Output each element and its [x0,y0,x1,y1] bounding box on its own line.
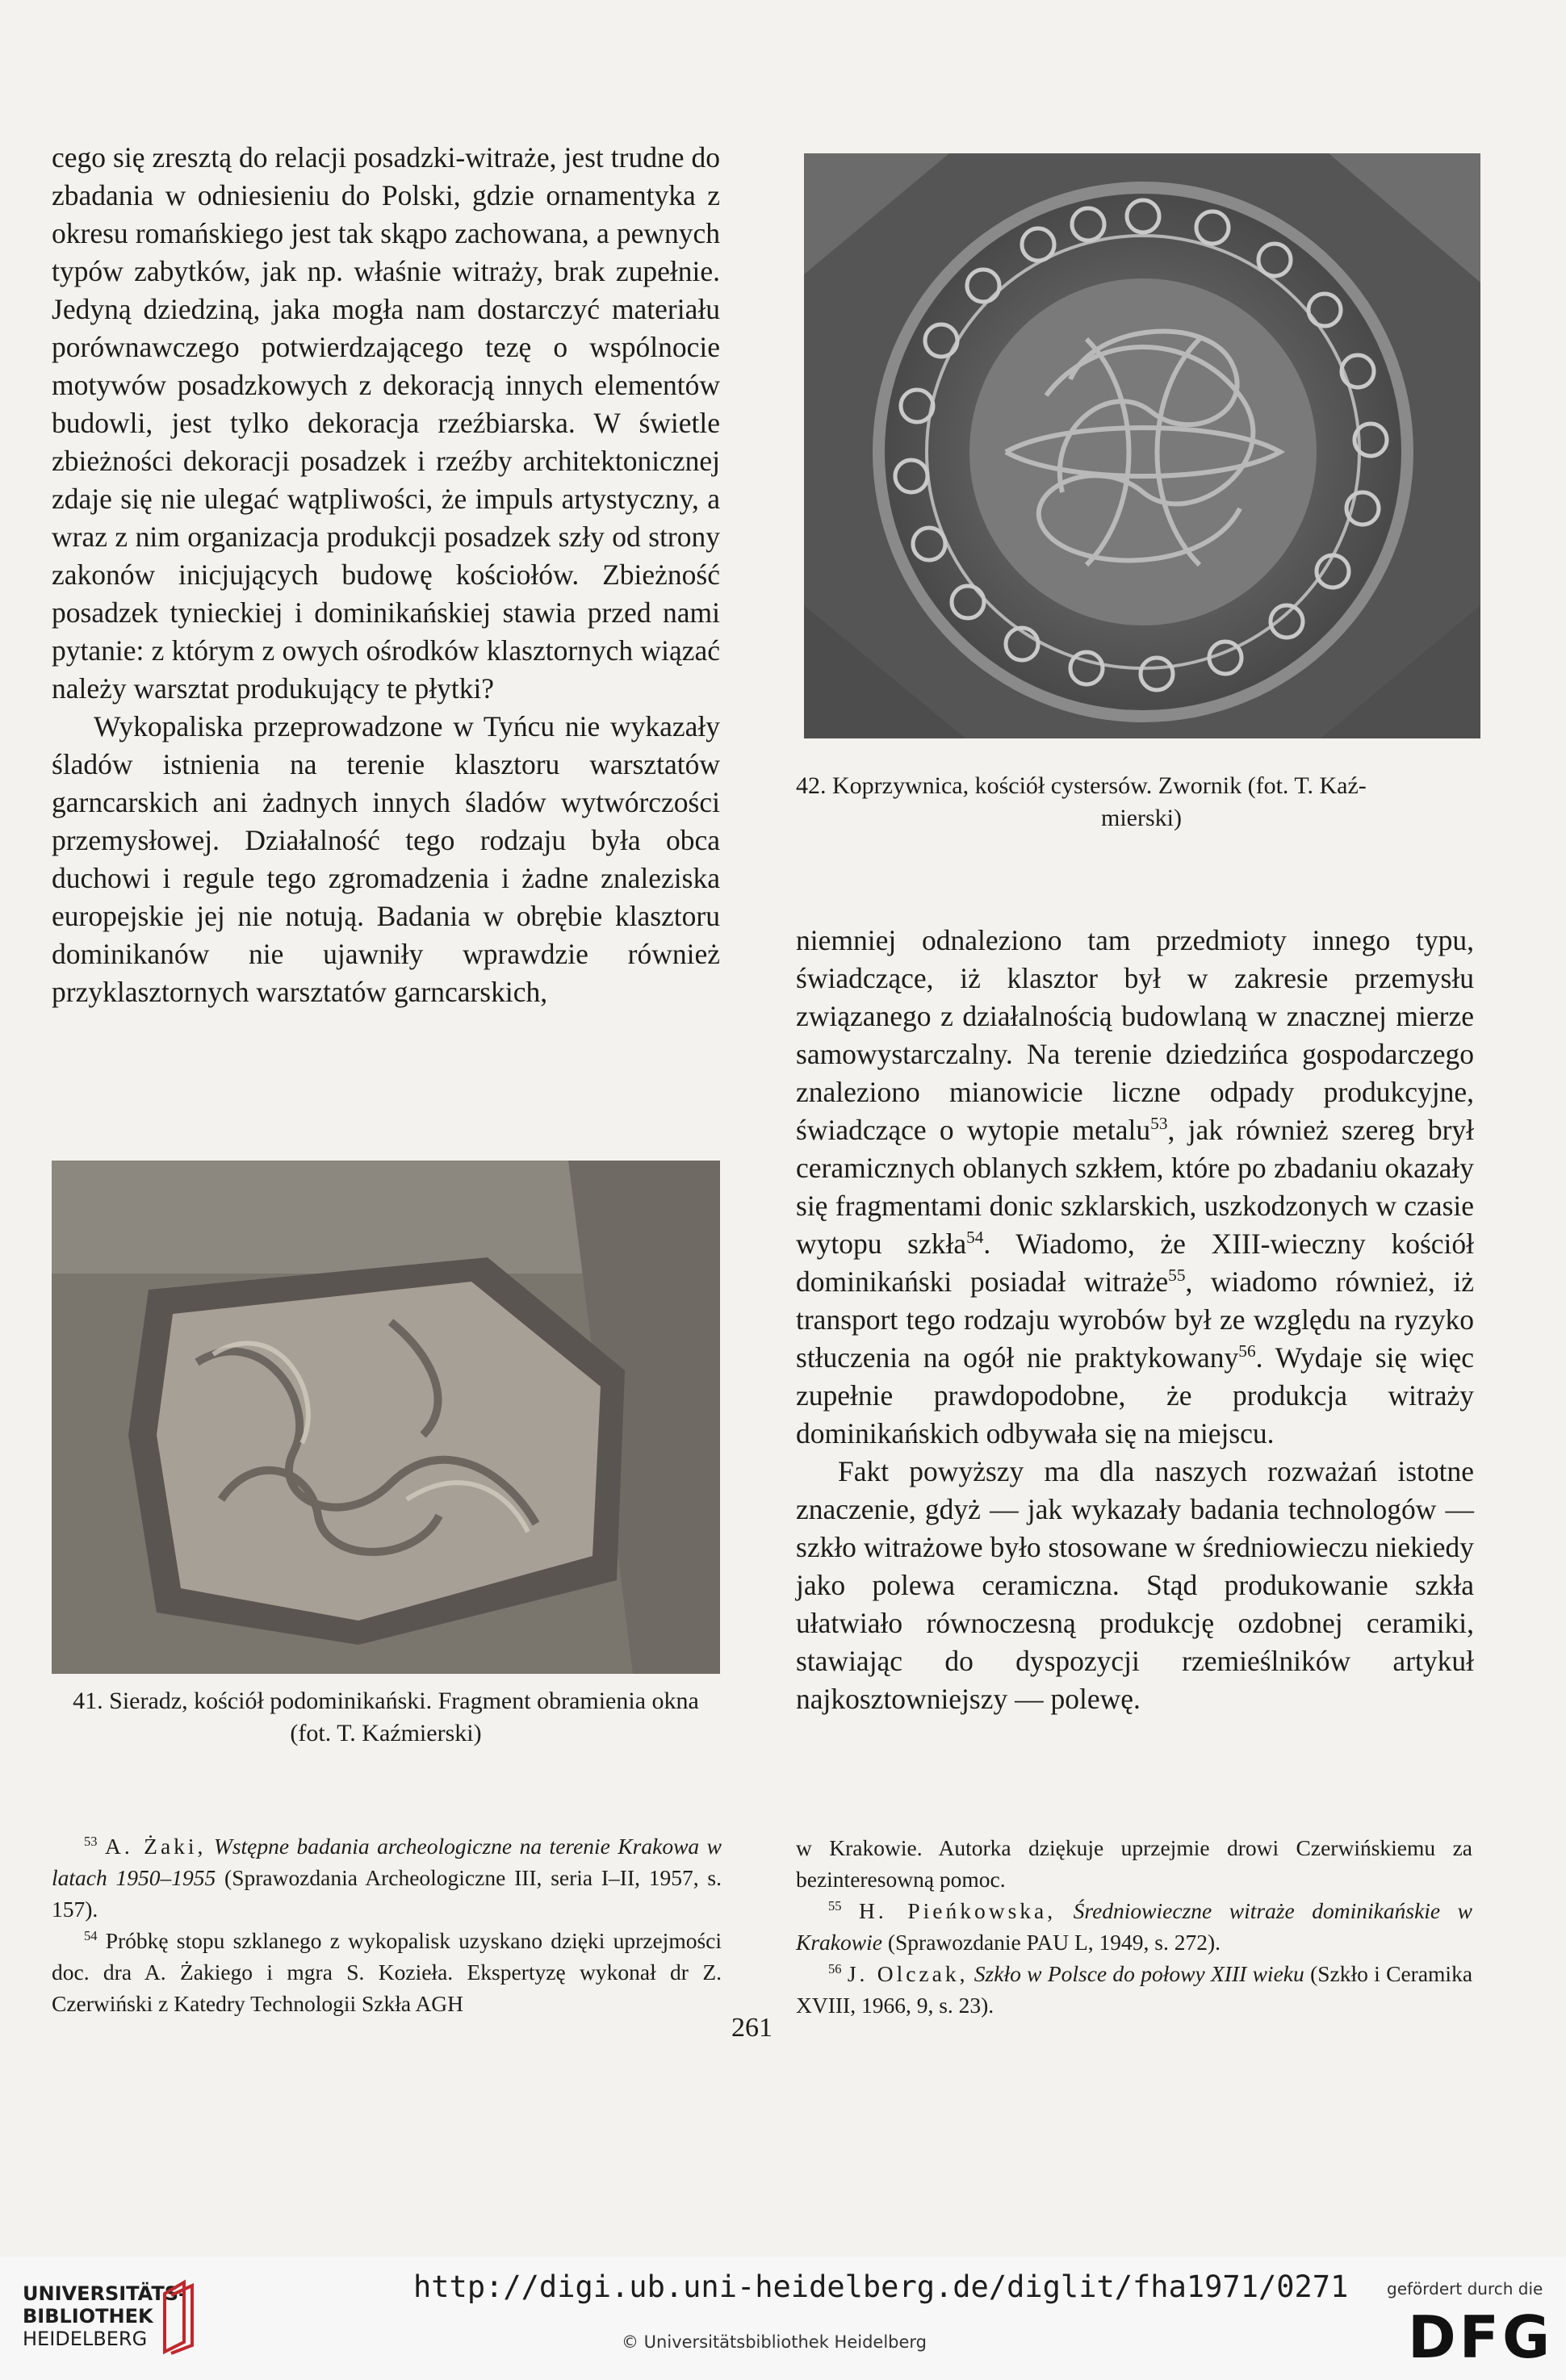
logo-text-line: UNIVERSITÄTS- [23,2282,187,2305]
keystone-photo-illustration [804,153,1480,738]
paragraph: Fakt powyższy ma dla naszych rozważań istotne znaczenie, gdyż — jak wykazały badania technologów — szkło witrażowe było stosowane w średniowieczu niekiedy jako polewa ceramiczna. Stąd produkowanie szkła ułatwiało równoczesną produkcję ozdobnej ceramiki, stawiając do dyspozycji rzemieślników artykuł najkosztowniejszy — polewę. [796,1455,1474,1715]
text-run: niemniej odnaleziono tam przedmioty innego typu, świadczące, iż klasztor był w zakresie przemysłu związanego z działalnością budowlaną w znacznej mierze samowystarczalny. Na terenie dziedzińca gospodarczego znaleziono mianowicie liczne odpady produkcyjne, świadczące o wytopie metalu [796,924,1474,1146]
footnote-54 [52,1925,722,2019]
logo-text-line: HEIDELBERG [23,2328,148,2350]
footnote-number: 54 [84,1927,98,1943]
paragraph [796,922,1474,1453]
footnote-author: A. Żaki, [104,1834,207,1859]
footnote-text: (Sprawozdanie PAU L, 1949, s. 272). [887,1930,1221,1955]
right-text-column [796,922,1474,1718]
footnote-title: Wstępne badania archeologiczne na terenie Krakowa w latach 1950–1955 [52,1834,722,1890]
footnote-author: H. Pieńkowska, [859,1898,1057,1923]
paragraph: cego się zresztą do relacji posadzki-witraże, jest trudne do zbadania w odniesieniu do Polski, gdzie ornamentyka z okresu romańskiego jest tak skąpo zachowana, a pewnych typów zabytków, jak np. właśnie witraży, brak zupełnie. Jedyną dziedziną, jaka mogła nam dostarczyć materiału porównawczego potwierdzającego tezę o wspólnocie motywów posadzkowych z dekoracją innych elementów budowli, jest tylko dekoracja rzeźbiarska. W świetle zbieżności dekoracji posadzek i rzeźby architektonicznej zdaje się nie ulegać wątpliwości, że impuls artystyczny, a wraz z nim organizacja produkcji posadzek szły od strony zakonów inicjujących budowę kościołów. Zbieżność posadzek tynieckiej i dominikańskiej stawia przed nami pytanie: z którym z owych ośrodków klasztornych wiązać należy warsztat produkujący te płytki? [52,141,720,705]
footnote-number: 56 [828,1960,842,1976]
university-logo-mark-icon [160,2278,197,2355]
footnote-author: J. Olczak, [847,1961,969,1986]
window-fragment-photo-illustration [52,1161,720,1674]
text-run: , jak również szereg brył ceramicznych oblanych szkłem, które po zbadaniu okazały się fragmentami donic szklarskich, uszkodzonych w czasie wytopu szkła [796,1114,1475,1260]
caption-line: 42. Koprzywnica, kościół cystersów. Zwornik (fot. T. Kaź- [796,772,1367,799]
footnote-55 [796,1895,1472,1958]
footnote-54-continued: w Krakowie. Autorka dziękuje uprzejmie drowi Czerwińskiemu za bezinteresowną pomoc. [796,1835,1472,1892]
figure-41-caption: 41. Sieradz, kościół podominikański. Fragment obramienia okna (fot. T. Kaźmierski) [73,1688,699,1746]
footnote-ref: 55 [1168,1265,1186,1286]
copyright-notice: © Universitätsbibliothek Heidelberg [622,2332,927,2352]
funding-label: gefördert durch die [1387,2279,1543,2298]
footnote-text: (Sprawozdania Archeologiczne III, seria I–II, 1957, s. 157). [52,1865,722,1922]
page-number: 261 [731,2013,773,2043]
left-text-column [52,139,720,1011]
text-run: , wiadomo również, iż transport tego rodzaju wyrobów był ze względu na ryzyko stłuczenia na ogół nie praktykowany [796,1265,1474,1374]
footnote-56 [796,1958,1472,2021]
logo-text-line: BIBLIOTHEK [23,2305,153,2328]
footnote-ref: 56 [1238,1341,1256,1361]
source-url-link[interactable]: http://digi.ub.uni-heidelberg.de/diglit/fha1971/0271 [413,2269,1349,2304]
footnote-ref: 53 [1150,1114,1168,1134]
footnote-title: Szkło w Polsce do połowy XIII wieku [974,1961,1304,1986]
paragraph: Wykopaliska przeprowadzone w Tyńcu nie wykazały śladów istnienia na terenie klasztoru warsztatów garncarskich ani żadnych innych śladów wytwórczości przemysłowej. Działalność tego rodzaju była obca duchowi i regule tego zgromadzenia i żadne znaleziska europejskie jej nie notują. Badania w obrębie klasztoru dominikanów nie ujawniły wprawdzie również przyklasztornych warsztatów garncarskich, [52,710,720,1008]
text-run: . Wydaje się więc zupełnie prawdopodobne, że produkcja witraży dominikańskich odbywała się na miejscu. [796,1341,1474,1449]
footnote-number: 53 [84,1833,98,1849]
footnotes-right [796,1832,1472,2021]
figure-42-caption [796,770,1487,834]
footnote-ref: 54 [966,1228,984,1248]
footnote-53 [52,1830,722,1925]
dfg-logo[interactable]: DFG [1408,2303,1554,2371]
figure-42-keystone-photo [804,153,1480,738]
footnote-number: 55 [828,1897,842,1914]
footnote-title: Średniowieczne witraże dominikańskie w Krakowie [796,1898,1473,1955]
digitization-footer [0,2257,1566,2380]
figure-41-window-fragment-photo [52,1161,720,1674]
text-run: . Wiadomo, że XIII-wieczny kościół dominikański posiadał witraże [796,1228,1474,1298]
footnote-text: Próbkę stopu szklanego z wykopalisk uzyskano dzięki uprzejmości doc. dra A. Żakiego i mgra S. Kozieła. Ekspertyzę wykonał dr Z. Czerwiński z Katedry Technologii Szkła AGH [52,1928,722,2016]
footnotes-left [52,1830,722,2019]
caption-line: mierski) [1101,805,1182,831]
footnote-text: (Szkło i Ceramika XVIII, 1966, 9, s. 23). [796,1961,1473,2018]
